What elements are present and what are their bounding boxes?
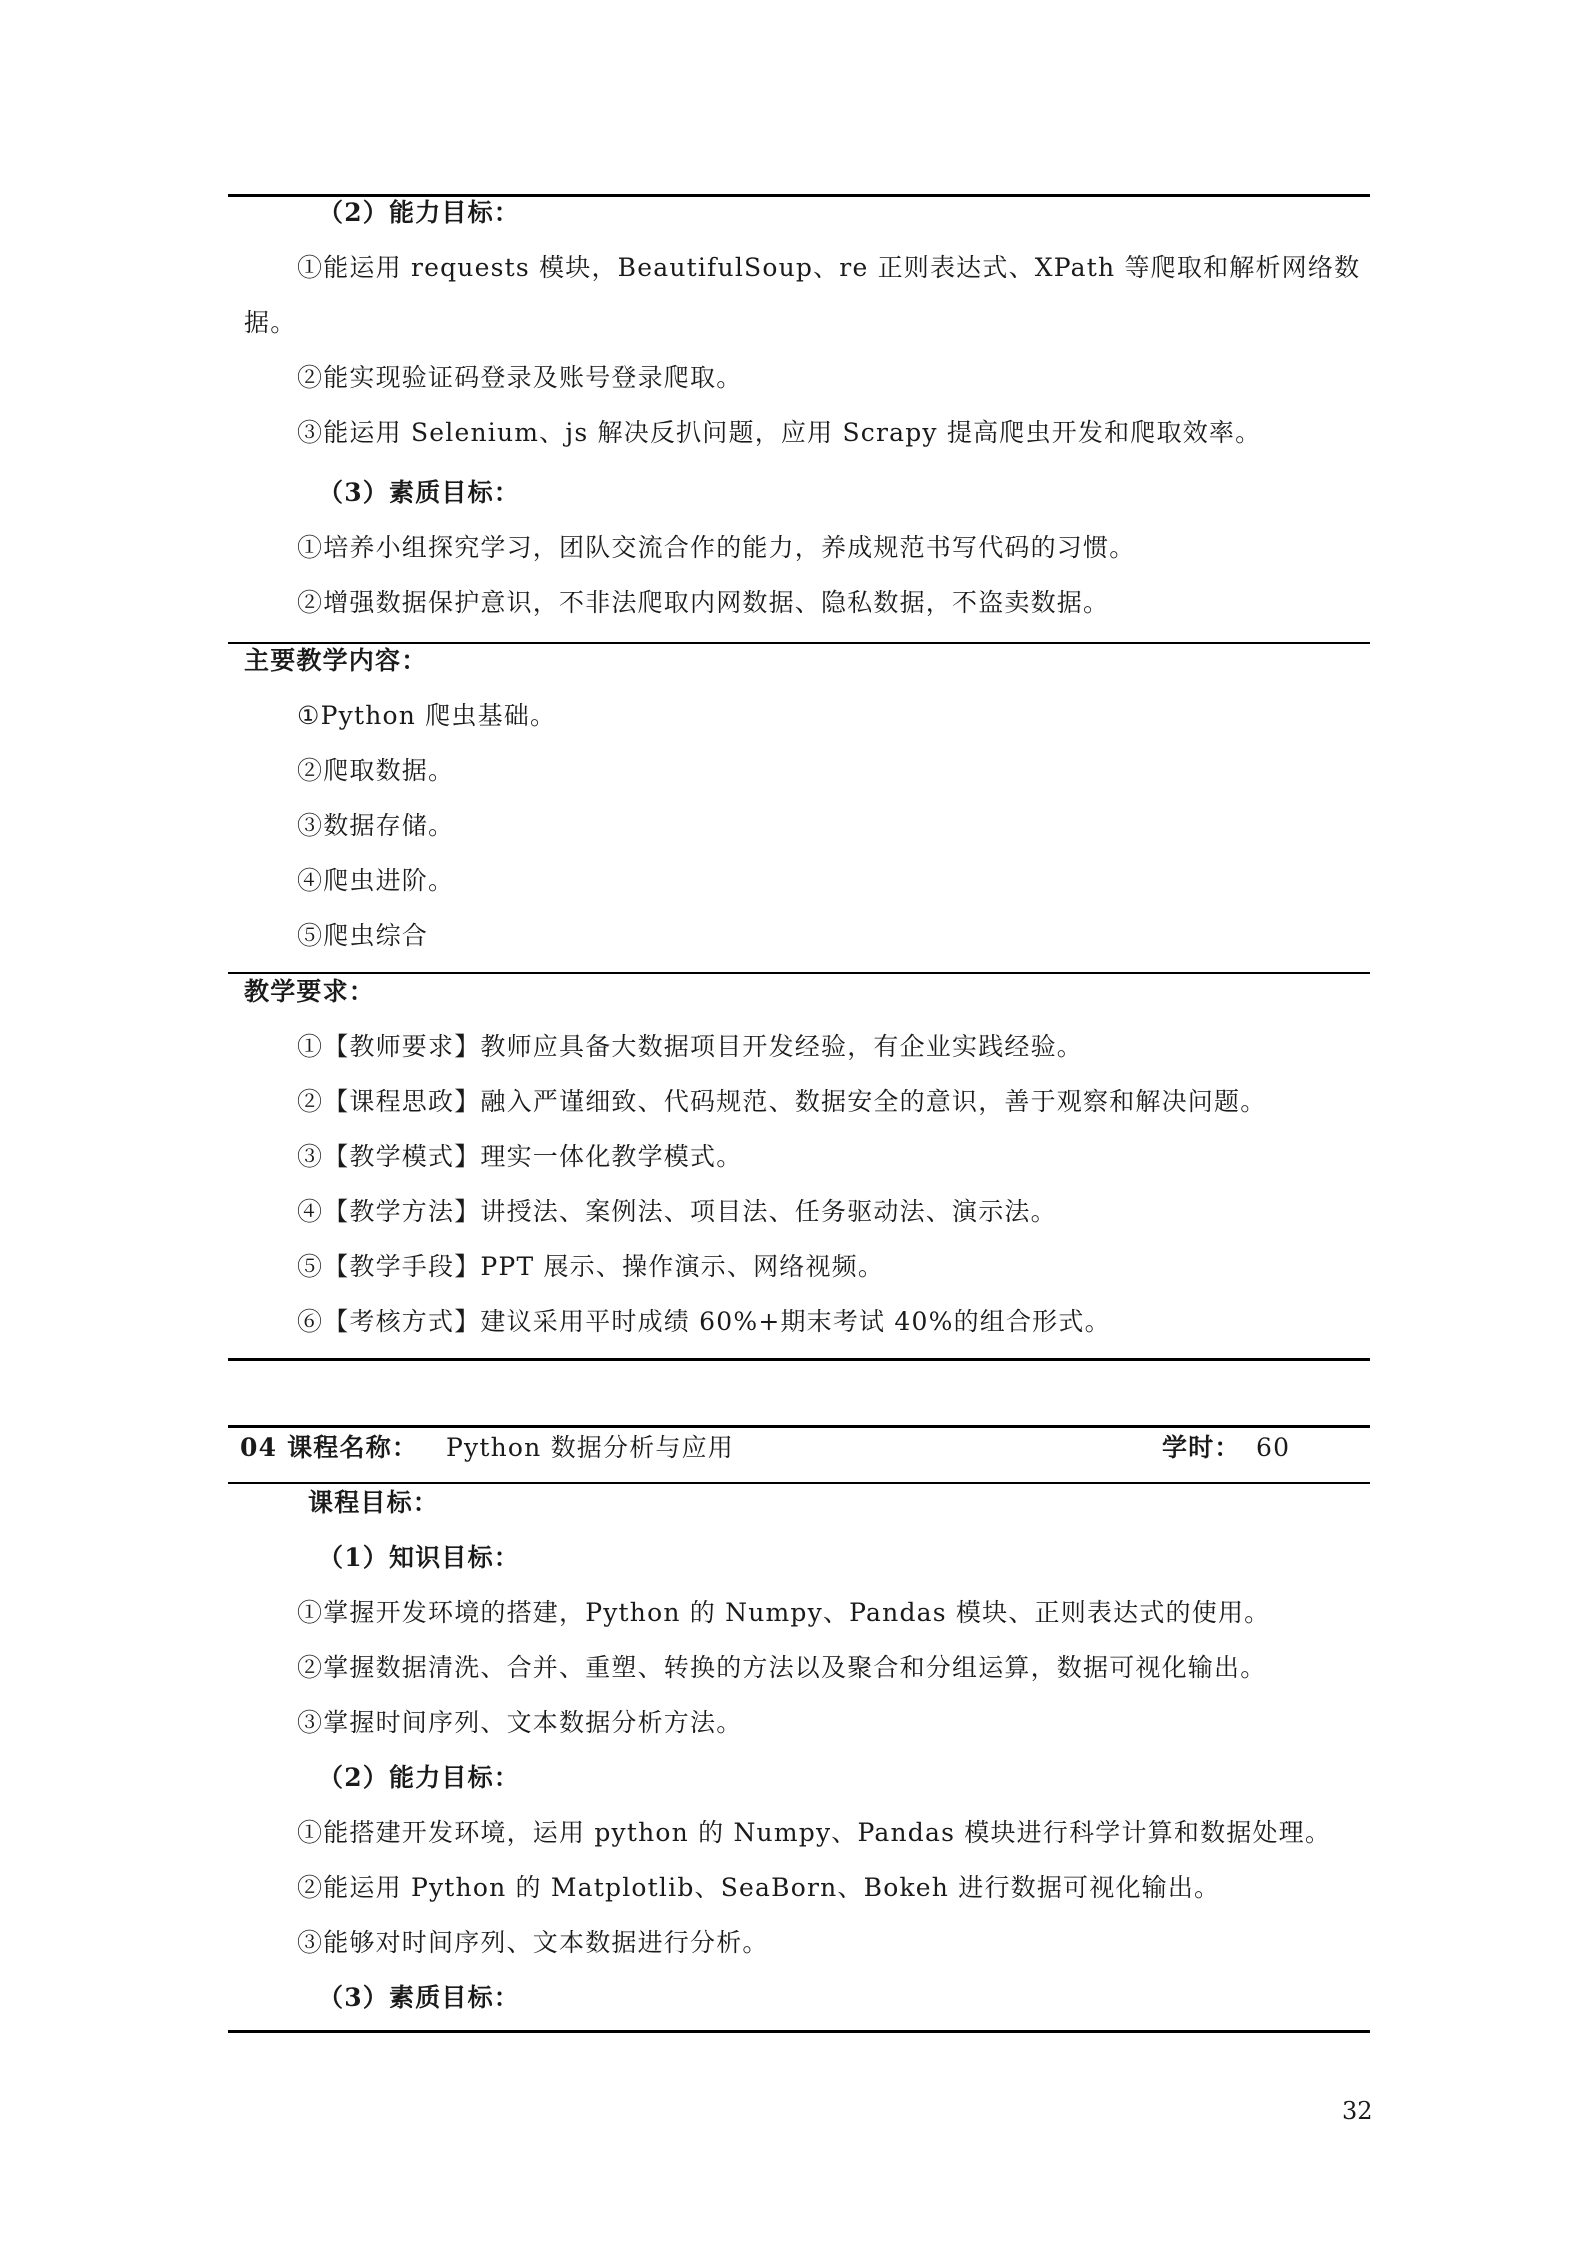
content-item: ①Python 爬虫基础。 xyxy=(297,701,557,730)
ability-item: ③能够对时间序列、文本数据进行分析。 xyxy=(297,1928,769,1957)
requirements-heading: 教学要求： xyxy=(244,977,376,1006)
content-item: ②爬取数据。 xyxy=(297,756,455,785)
header-row-divider xyxy=(228,1482,1370,1484)
quality-heading: （3）素质目标： xyxy=(318,1983,520,2012)
ability-item-wrap: 据。 xyxy=(244,308,297,337)
ability-item: ②能实现验证码登录及账号登录爬取。 xyxy=(297,363,743,392)
ability-item: ③能运用 Selenium、js 解决反扒问题，应用 Scrapy 提高爬虫开发和爬取效率。 xyxy=(297,418,1262,447)
ability-item: ②能运用 Python 的 Matplotlib、SeaBorn、Bokeh 进行数据可视化输出。 xyxy=(297,1873,1221,1902)
content-item: ④爬虫进阶。 xyxy=(297,866,455,895)
content-item: ③数据存储。 xyxy=(297,811,455,840)
quality-item: ①培养小组探究学习，团队交流合作的能力，养成规范书写代码的习惯。 xyxy=(297,533,1136,562)
requirement-item: ②【课程思政】融入严谨细致、代码规范、数据安全的意识，善于观察和解决问题。 xyxy=(297,1087,1267,1116)
section-divider xyxy=(228,642,1370,644)
requirement-item: ⑤【教学手段】PPT 展示、操作演示、网络视频。 xyxy=(297,1252,885,1281)
table-bottom-border xyxy=(228,2030,1370,2033)
ability-heading: （2）能力目标： xyxy=(318,198,520,227)
goal-heading: 课程目标： xyxy=(308,1488,440,1517)
table-bottom-border xyxy=(228,1358,1370,1361)
course-name: Python 数据分析与应用 xyxy=(446,1433,734,1462)
knowledge-heading: （1）知识目标： xyxy=(318,1543,520,1572)
knowledge-item: ①掌握开发环境的搭建，Python 的 Numpy、Pandas 模块、正则表达式的使用。 xyxy=(297,1598,1271,1627)
hours-label: 学时： xyxy=(1162,1433,1241,1462)
knowledge-item: ③掌握时间序列、文本数据分析方法。 xyxy=(297,1708,743,1737)
requirement-item: ⑥【考核方式】建议采用平时成绩 60%+期末考试 40%的组合形式。 xyxy=(297,1307,1111,1336)
course-label: 04 课程名称： xyxy=(240,1433,419,1462)
section-divider xyxy=(228,972,1370,974)
requirement-item: ③【教学模式】理实一体化教学模式。 xyxy=(297,1142,743,1171)
table-top-border xyxy=(228,1425,1370,1428)
requirement-item: ①【教师要求】教师应具备大数据项目开发经验，有企业实践经验。 xyxy=(297,1032,1084,1061)
page-number: 32 xyxy=(1342,2097,1373,2125)
quality-item: ②增强数据保护意识，不非法爬取内网数据、隐私数据，不盗卖数据。 xyxy=(297,588,1110,617)
quality-heading: （3）素质目标： xyxy=(318,478,520,507)
content-heading: 主要教学内容： xyxy=(244,646,428,675)
ability-item: ①能运用 requests 模块，BeautifulSoup、re 正则表达式、XPath 等爬取和解析网络数 xyxy=(297,253,1361,282)
ability-heading: （2）能力目标： xyxy=(318,1763,520,1792)
table-top-border xyxy=(228,194,1370,197)
knowledge-item: ②掌握数据清洗、合并、重塑、转换的方法以及聚合和分组运算，数据可视化输出。 xyxy=(297,1653,1267,1682)
hours-value: 60 xyxy=(1256,1433,1291,1462)
ability-item: ①能搭建开发环境，运用 python 的 Numpy、Pandas 模块进行科学计算和数据处理。 xyxy=(297,1818,1332,1847)
content-item: ⑤爬虫综合 xyxy=(297,921,429,950)
requirement-item: ④【教学方法】讲授法、案例法、项目法、任务驱动法、演示法。 xyxy=(297,1197,1057,1226)
